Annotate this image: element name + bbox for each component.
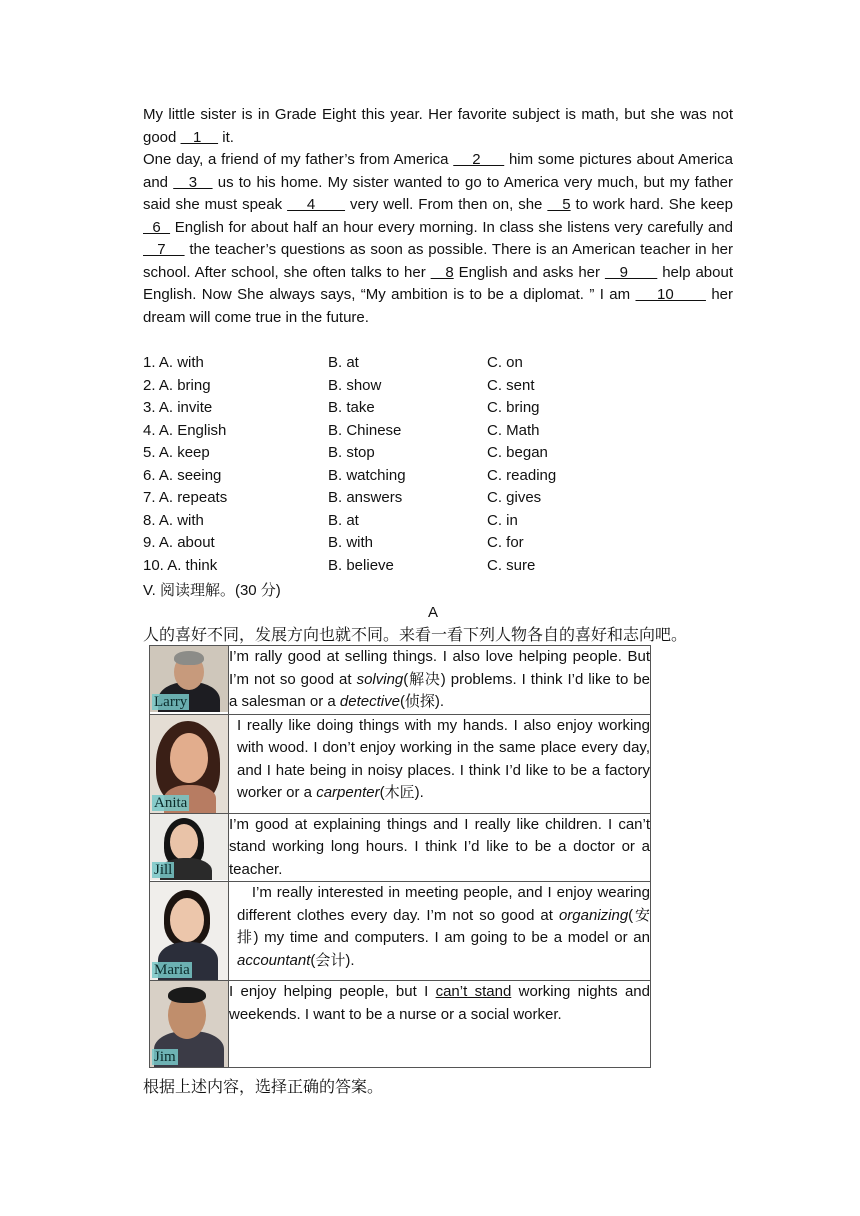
option-c: C. in	[487, 511, 518, 529]
passage-text: to work hard. She keep	[570, 196, 733, 213]
reading-intro: 人的喜好不同，发展方向也就不同。来看一看下列人物各自的喜好和志向吧。	[143, 625, 688, 644]
name-label: Anita	[154, 794, 188, 811]
text: (安排) my time and computers. I am going to be a model or an	[237, 906, 650, 946]
anita-photo	[150, 715, 228, 813]
person-row-anita	[150, 714, 651, 813]
option-a: 3. A. invite	[143, 399, 213, 416]
option-c: C. sent	[487, 376, 535, 394]
option-row	[143, 352, 733, 375]
option-row	[143, 487, 733, 510]
text: I enjoy helping people, but I	[229, 983, 436, 1000]
passage-text: us to his home. My sister wanted to go to America very much, but my father said she must speak	[143, 173, 733, 213]
option-row	[143, 555, 733, 578]
option-b: B. answers	[328, 489, 403, 506]
passage-text: very well. From then on, she	[345, 196, 548, 213]
text: I’m really interested in meeting people, and I enjoy wearing different clothes every day. I’m not so good at	[237, 884, 655, 924]
person-row-jill	[150, 813, 651, 882]
option-a: 9. A. about	[143, 534, 215, 551]
underlined-phrase: can’t stand	[435, 983, 512, 1000]
blank-2: 2	[453, 151, 505, 168]
italic-word: detective	[339, 693, 400, 710]
person-row-maria	[150, 882, 651, 981]
italic-word: carpenter	[316, 784, 380, 801]
photo-cell	[150, 813, 229, 882]
option-b: B. take	[328, 399, 375, 416]
option-b: B. at	[328, 511, 359, 529]
person-row-larry	[150, 646, 651, 715]
option-b: B. Chinese	[328, 421, 402, 439]
option-c: C. for	[487, 534, 524, 551]
text: working nights and weekends. I want to be a nurse or a social worker.	[229, 983, 650, 1023]
passage-text: him some pictures about America and	[143, 151, 733, 191]
answer-options	[143, 352, 733, 577]
jill-photo	[150, 814, 228, 880]
name-label: Jim	[154, 1049, 176, 1065]
passage-label: A	[428, 604, 439, 621]
option-c: C. reading	[487, 466, 557, 484]
option-c: C. bring	[487, 399, 540, 416]
blank-8: 8	[430, 263, 454, 281]
photo-cell	[150, 981, 229, 1068]
italic-word: organizing	[558, 906, 629, 924]
text: (木匠).	[379, 784, 424, 801]
option-b: B. at	[328, 354, 359, 371]
passage-text: English for about half an hour every morning. In class she listens very carefully and	[170, 218, 733, 236]
anita-description	[229, 714, 651, 813]
option-a: 10. A. think	[143, 556, 218, 574]
option-c: C. gives	[487, 489, 542, 506]
option-a: 8. A. with	[143, 511, 204, 529]
blank-1: 1	[180, 128, 219, 146]
blank-7: 7	[143, 241, 185, 258]
passage-text: her dream will come true in the future.	[143, 286, 733, 326]
name-label: Maria	[154, 962, 190, 978]
passage-text: help about English. Now She always says, “My ambition is to be a diplomat. ” I am	[143, 263, 733, 303]
cloze-passage	[143, 104, 733, 329]
person-row-jim	[150, 981, 651, 1068]
people-table	[149, 645, 655, 1068]
blank-9: 9	[604, 263, 658, 281]
jim-photo	[150, 981, 228, 1067]
option-a: 2. A. bring	[143, 376, 211, 394]
option-a: 5. A. keep	[143, 444, 210, 461]
photo-cell	[150, 714, 229, 813]
name-label: Jill	[154, 861, 173, 878]
maria-description	[229, 882, 655, 981]
passage-text: My little sister is in Grade Eight this year. Her favorite subject is math, but she was not good	[143, 106, 733, 146]
blank-4: 4	[287, 196, 346, 213]
option-row	[143, 420, 733, 443]
option-b: B. show	[328, 376, 382, 394]
passage-text: English and asks her	[453, 263, 605, 281]
jill-description	[229, 813, 651, 882]
italic-word: solving	[356, 670, 404, 688]
option-a: 1. A. with	[143, 354, 204, 371]
larry-description	[229, 646, 651, 715]
maria-photo	[150, 882, 228, 980]
photo-cell	[150, 882, 229, 981]
option-row	[143, 375, 733, 398]
text: (解决) problems. I think I’d like to be a salesman or a	[229, 670, 650, 710]
option-c: C. began	[487, 444, 548, 461]
italic-word: accountant	[237, 951, 311, 969]
photo-cell	[150, 646, 229, 715]
option-row	[143, 510, 733, 533]
passage-paragraph-1	[143, 104, 733, 149]
passage-paragraph-2	[143, 149, 733, 329]
jim-description	[229, 981, 651, 1068]
text: I really like doing things with my hands. I also enjoy working with wood. I don’t enjoy working in the same place every day, and I hate being in noisy places. I think I’d like to be a factory worker or a	[237, 716, 650, 801]
passage-text: the teacher’s questions as soon as possible. There is an American teacher in her school. After school, she often talks to her	[143, 241, 733, 281]
blank-6: 6	[143, 218, 171, 236]
blank-5: 5	[547, 196, 571, 213]
option-b: B. stop	[328, 444, 375, 461]
text: I’m rally good at selling things. I also love helping people. But I’m not so good at	[229, 648, 650, 688]
option-row	[143, 465, 733, 488]
passage-text: it.	[218, 128, 234, 146]
option-a: 7. A. repeats	[143, 489, 228, 506]
option-a: 4. A. English	[143, 421, 227, 439]
option-c: C. sure	[487, 556, 536, 574]
passage-text: One day, a friend of my father’s from America	[143, 151, 454, 168]
text: (会计).	[310, 951, 355, 969]
option-row	[143, 532, 733, 555]
text: (侦探).	[399, 693, 445, 710]
option-c: C. on	[487, 354, 523, 371]
option-row	[143, 442, 733, 465]
name-label: Larry	[154, 694, 188, 710]
option-b: B. watching	[328, 466, 406, 484]
blank-3: 3	[173, 173, 213, 191]
option-c: C. Math	[487, 421, 540, 439]
option-b: B. believe	[328, 556, 394, 574]
option-a: 6. A. seeing	[143, 466, 222, 484]
section-heading: V. 阅读理解。(30 分)	[143, 582, 281, 599]
option-row	[143, 397, 733, 420]
blank-10: 10	[635, 286, 706, 303]
question-instruction: 根据上述内容，选择正确的答案。	[143, 1077, 384, 1096]
option-b: B. with	[328, 534, 374, 551]
larry-photo	[150, 646, 228, 712]
text: I’m good at explaining things and I really like children. I can’t stand working long hours. I think I’d like to be a doctor or a teacher.	[229, 815, 650, 878]
